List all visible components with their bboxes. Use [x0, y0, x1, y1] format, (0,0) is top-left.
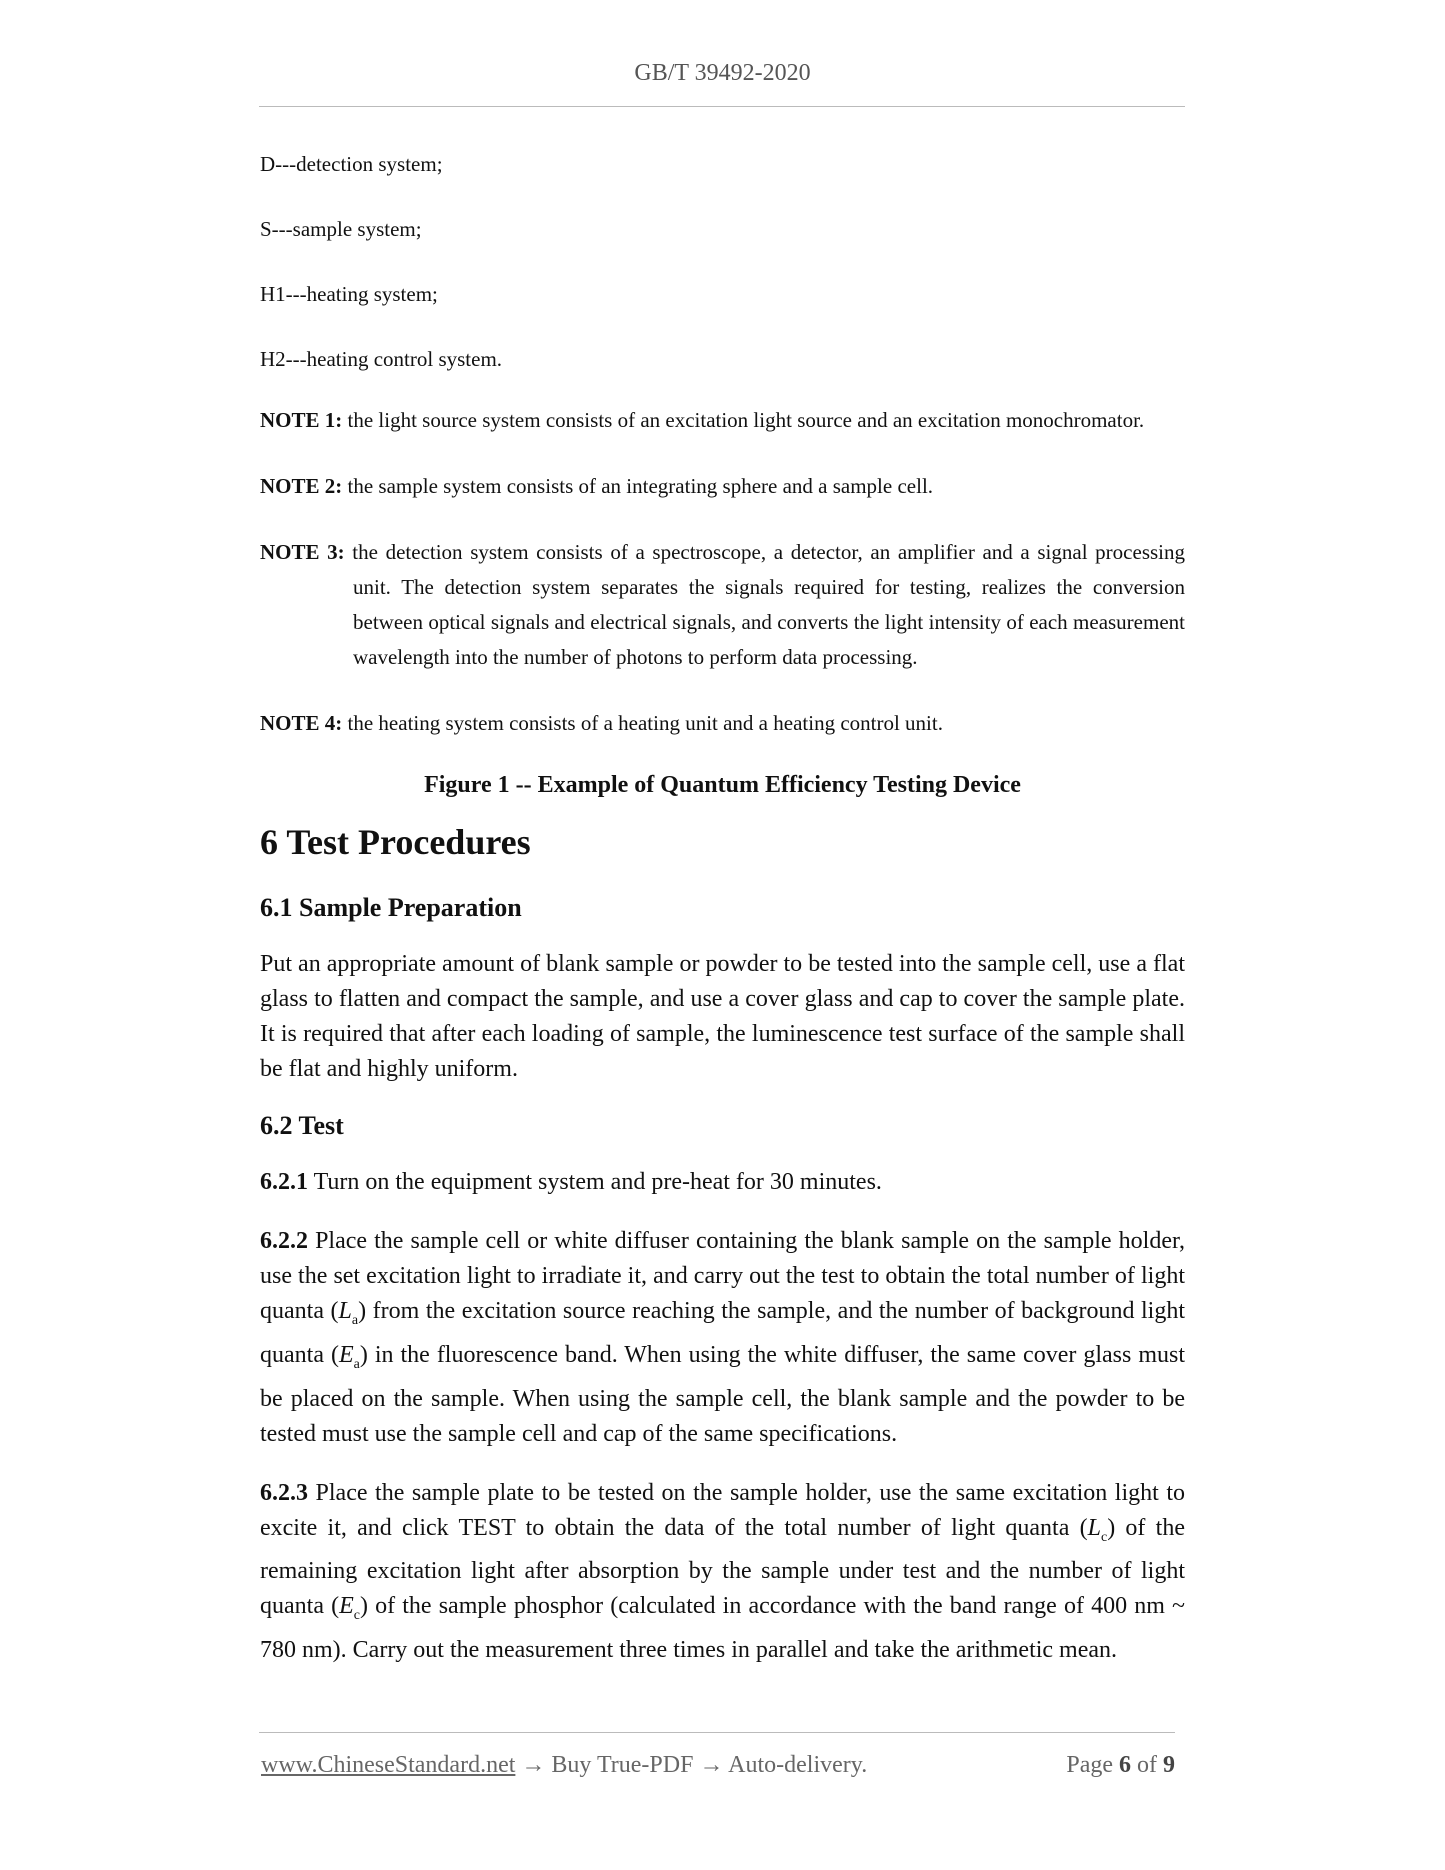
symbol-subscript: a — [353, 1356, 360, 1372]
clause-text: Place the sample plate to be tested on the sample holder, use the same excitation light to excite it, and click TEST to obtain the data of the total number of light quanta ( — [260, 1479, 1185, 1541]
figure-caption: Figure 1 -- Example of Quantum Efficiency Testing Device — [424, 772, 1021, 798]
page-footer — [261, 1752, 1175, 1779]
symbol: E — [338, 1341, 354, 1368]
note-label: NOTE 4: — [260, 711, 343, 735]
page-label: Page — [1066, 1752, 1119, 1778]
legend-item: D---detection system; — [260, 152, 443, 176]
website-link[interactable]: www.ChineseStandard.net — [261, 1752, 516, 1778]
note-4 — [260, 706, 1185, 741]
arrow-icon: → — [515, 1752, 552, 1778]
clause-text: ) of the remaining excitation light after absorption by the sample under test and the number of light quanta ( — [260, 1514, 1185, 1620]
legend-item: H1---heating system; — [260, 282, 438, 306]
page-number: 6 — [1119, 1752, 1131, 1778]
page-indicator — [1066, 1752, 1175, 1779]
clause-text: ) from the excitation source reaching the sample, and the number of background light quanta ( — [260, 1298, 1186, 1368]
symbol-subscript: c — [353, 1608, 360, 1624]
page-total: 9 — [1163, 1752, 1175, 1778]
clause-number: 6.2.1 — [260, 1169, 308, 1195]
note-1 — [260, 403, 1185, 438]
footer-divider — [259, 1732, 1175, 1733]
legend-item: S---sample system; — [260, 217, 422, 241]
header-divider — [259, 106, 1185, 107]
note-label: NOTE 3: — [260, 540, 345, 564]
buy-link: Buy True-PDF — [551, 1752, 694, 1778]
subsection-heading: 6.2 Test — [260, 1111, 344, 1140]
page-header: GB/T 39492-2020 — [634, 60, 811, 86]
delivery-text: Auto-delivery. — [728, 1752, 868, 1778]
legend-item: H2---heating control system. — [260, 347, 503, 371]
paragraph-6-2-1 — [260, 1165, 1185, 1200]
note-3 — [260, 535, 1185, 675]
symbol: L — [338, 1298, 352, 1324]
paragraph-6-1: Put an appropriate amount of blank sample or powder to be tested into the sample cell, use a flat glass to flatten and compact the sample, and use a cover glass and cap to cover the sample plate. It is required that after each loading of sample, the luminescence test surface of the sample shall be flat and highly uniform. — [260, 951, 1185, 1082]
note-text: the heating system consists of a heating unit and a heating control unit. — [342, 711, 943, 735]
note-label: NOTE 1: — [260, 408, 343, 432]
page-content — [260, 150, 1185, 1692]
section-heading: 6 Test Procedures — [260, 822, 531, 862]
note-text: the detection system consists of a spectroscope, a detector, an amplifier and a signal processing unit. The detection system separates the signals required for testing, realizes the conversion between optical signals and electrical signals, and converts the light intensity of each measurement wavelength into the number of photons to perform data processing. — [344, 540, 1185, 669]
symbol: E — [339, 1593, 354, 1620]
of-label: of — [1131, 1752, 1163, 1778]
clause-text: ) in the fluorescence band. When using the white diffuser, the same cover glass must be placed on the sample. When using the sample cell, the blank sample and the powder to be tested must use the sample cell and cap of the same specifications. — [260, 1341, 1185, 1447]
symbol-subscript: c — [1100, 1529, 1108, 1545]
note-text: the sample system consists of an integrating sphere and a sample cell. — [342, 474, 934, 498]
clause-number: 6.2.3 — [260, 1479, 308, 1506]
subsection-heading: 6.1 Sample Preparation — [260, 893, 522, 922]
note-text: the light source system consists of an excitation light source and an excitation monochromator. — [342, 408, 1145, 432]
clause-text: Turn on the equipment system and pre-heat for 30 minutes. — [308, 1169, 882, 1195]
symbol-subscript: a — [351, 1312, 359, 1328]
clause-number: 6.2.2 — [260, 1228, 308, 1254]
paragraph-6-2-2 — [260, 1224, 1185, 1452]
note-2 — [260, 469, 1185, 504]
clause-text: Place the sample cell or white diffuser containing the blank sample on the sample holder, use the set excitation light to irradiate it, and carry out the test to obtain the total number of light quanta ( — [260, 1228, 1185, 1324]
note-label: NOTE 2: — [260, 474, 343, 498]
paragraph-6-2-3 — [260, 1476, 1185, 1669]
arrow-icon: → — [693, 1752, 729, 1778]
clause-text: ) of the sample phosphor (calculated in accordance with the band range of 400 nm ~ 780 nm). Carry out the measurement three times in parallel and take the arithmetic mean. — [260, 1593, 1186, 1664]
symbol: L — [1087, 1514, 1101, 1541]
